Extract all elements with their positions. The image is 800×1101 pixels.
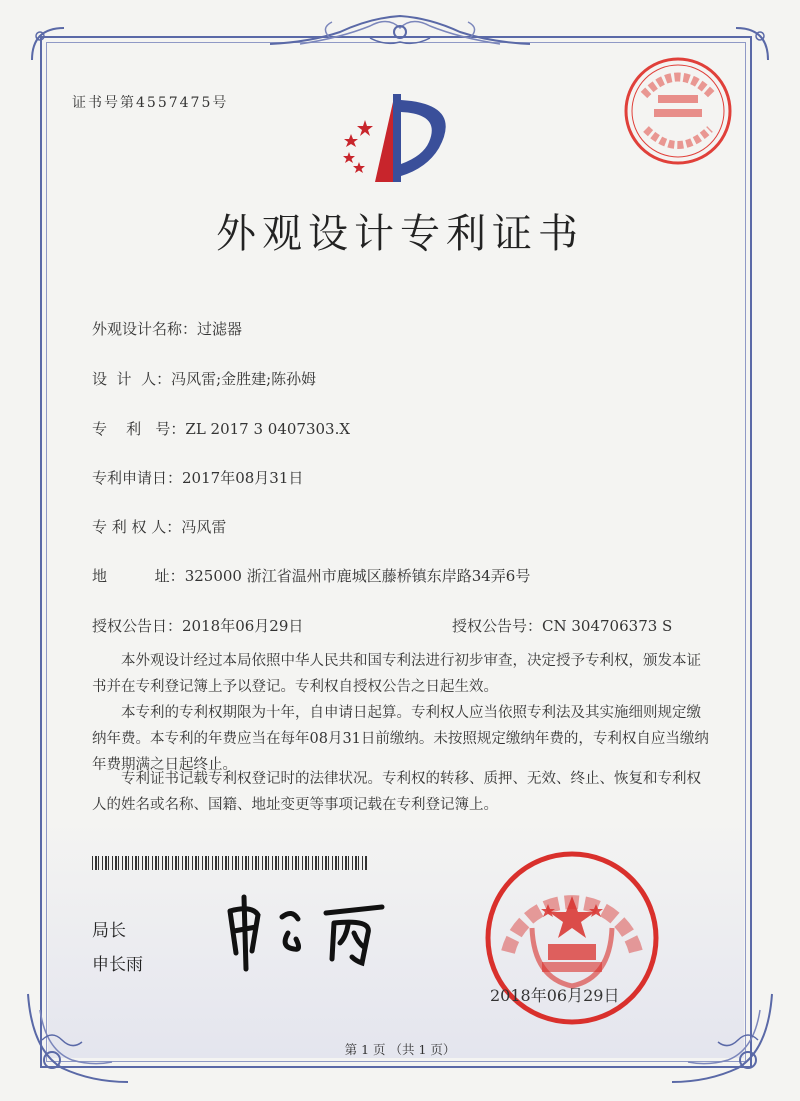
grant-number-value: CN 304706373 S bbox=[542, 617, 673, 635]
address-label: 地 址： bbox=[92, 567, 185, 585]
certificate-number: 证书号第4557475号 bbox=[72, 95, 229, 111]
barcode bbox=[92, 856, 367, 870]
top-ornament bbox=[270, 8, 530, 54]
designer-label: 设 计 人： bbox=[92, 370, 172, 388]
certificate-title: 外观设计专利证书 bbox=[216, 211, 584, 257]
tax-stamp-seal bbox=[622, 55, 734, 167]
field-patent-number bbox=[92, 418, 350, 439]
design-name-value: 过滤器 bbox=[197, 320, 243, 338]
filing-date-label: 专利申请日： bbox=[92, 469, 183, 487]
field-design-name bbox=[92, 318, 242, 339]
director-signature bbox=[222, 893, 402, 973]
page-number: 第 1 页 （共 1 页） bbox=[344, 1042, 456, 1057]
patent-number-value: ZL 2017 3 0407303.X bbox=[185, 420, 351, 438]
patentee-label: 专 利 权 人： bbox=[92, 518, 182, 536]
field-patentee bbox=[92, 516, 226, 537]
field-grant-date bbox=[92, 615, 303, 636]
field-designer bbox=[92, 368, 316, 389]
field-filing-date bbox=[92, 467, 303, 488]
address-value: 325000 浙江省温州市鹿城区藤桥镇东岸路34弄6号 bbox=[184, 567, 531, 585]
patentee-value: 冯风雷 bbox=[181, 518, 227, 536]
director-name: 申长雨 bbox=[92, 955, 143, 975]
corner-ornament-top-left bbox=[28, 24, 68, 64]
designer-value: 冯风雷;金胜建;陈孙姆 bbox=[171, 370, 317, 388]
field-grant-number bbox=[452, 615, 672, 636]
paragraph-legal-status: 专利证书记载专利权登记时的法律状况。专利权的转移、质押、无效、终止、恢复和专利权人的姓名或名称、国籍、地址变更等事项记载在专利登记簿上。 bbox=[92, 771, 701, 813]
grant-date-label: 授权公告日： bbox=[92, 617, 183, 635]
grant-date-value: 2018年06月29日 bbox=[182, 617, 304, 635]
signature-date: 2018年06月29日 bbox=[490, 986, 620, 1005]
paragraph-term-fees: 本专利的专利权期限为十年，自申请日起算。专利权人应当依照专利法及其实施细则规定缴纳年费。本专利的年费应当在每年08月31日前缴纳。未按照规定缴纳年费的，专利权自应当缴纳年费期满之日起终止。 bbox=[92, 705, 709, 773]
design-name-label: 外观设计名称： bbox=[92, 320, 198, 338]
filing-date-value: 2017年08月31日 bbox=[182, 469, 304, 487]
patent-office-logo bbox=[335, 90, 465, 190]
field-address bbox=[92, 565, 530, 586]
paragraph-grant-statement: 本外观设计经过本局依照中华人民共和国专利法进行初步审查，决定授予专利权，颁发本证书并在专利登记簿上予以登记。专利权自授权公告之日起生效。 bbox=[92, 653, 701, 695]
patent-number-label: 专 利 号： bbox=[92, 420, 186, 438]
director-title: 局长 bbox=[92, 921, 126, 941]
grant-number-label: 授权公告号： bbox=[452, 617, 543, 635]
corner-ornament-top-right bbox=[732, 24, 772, 64]
